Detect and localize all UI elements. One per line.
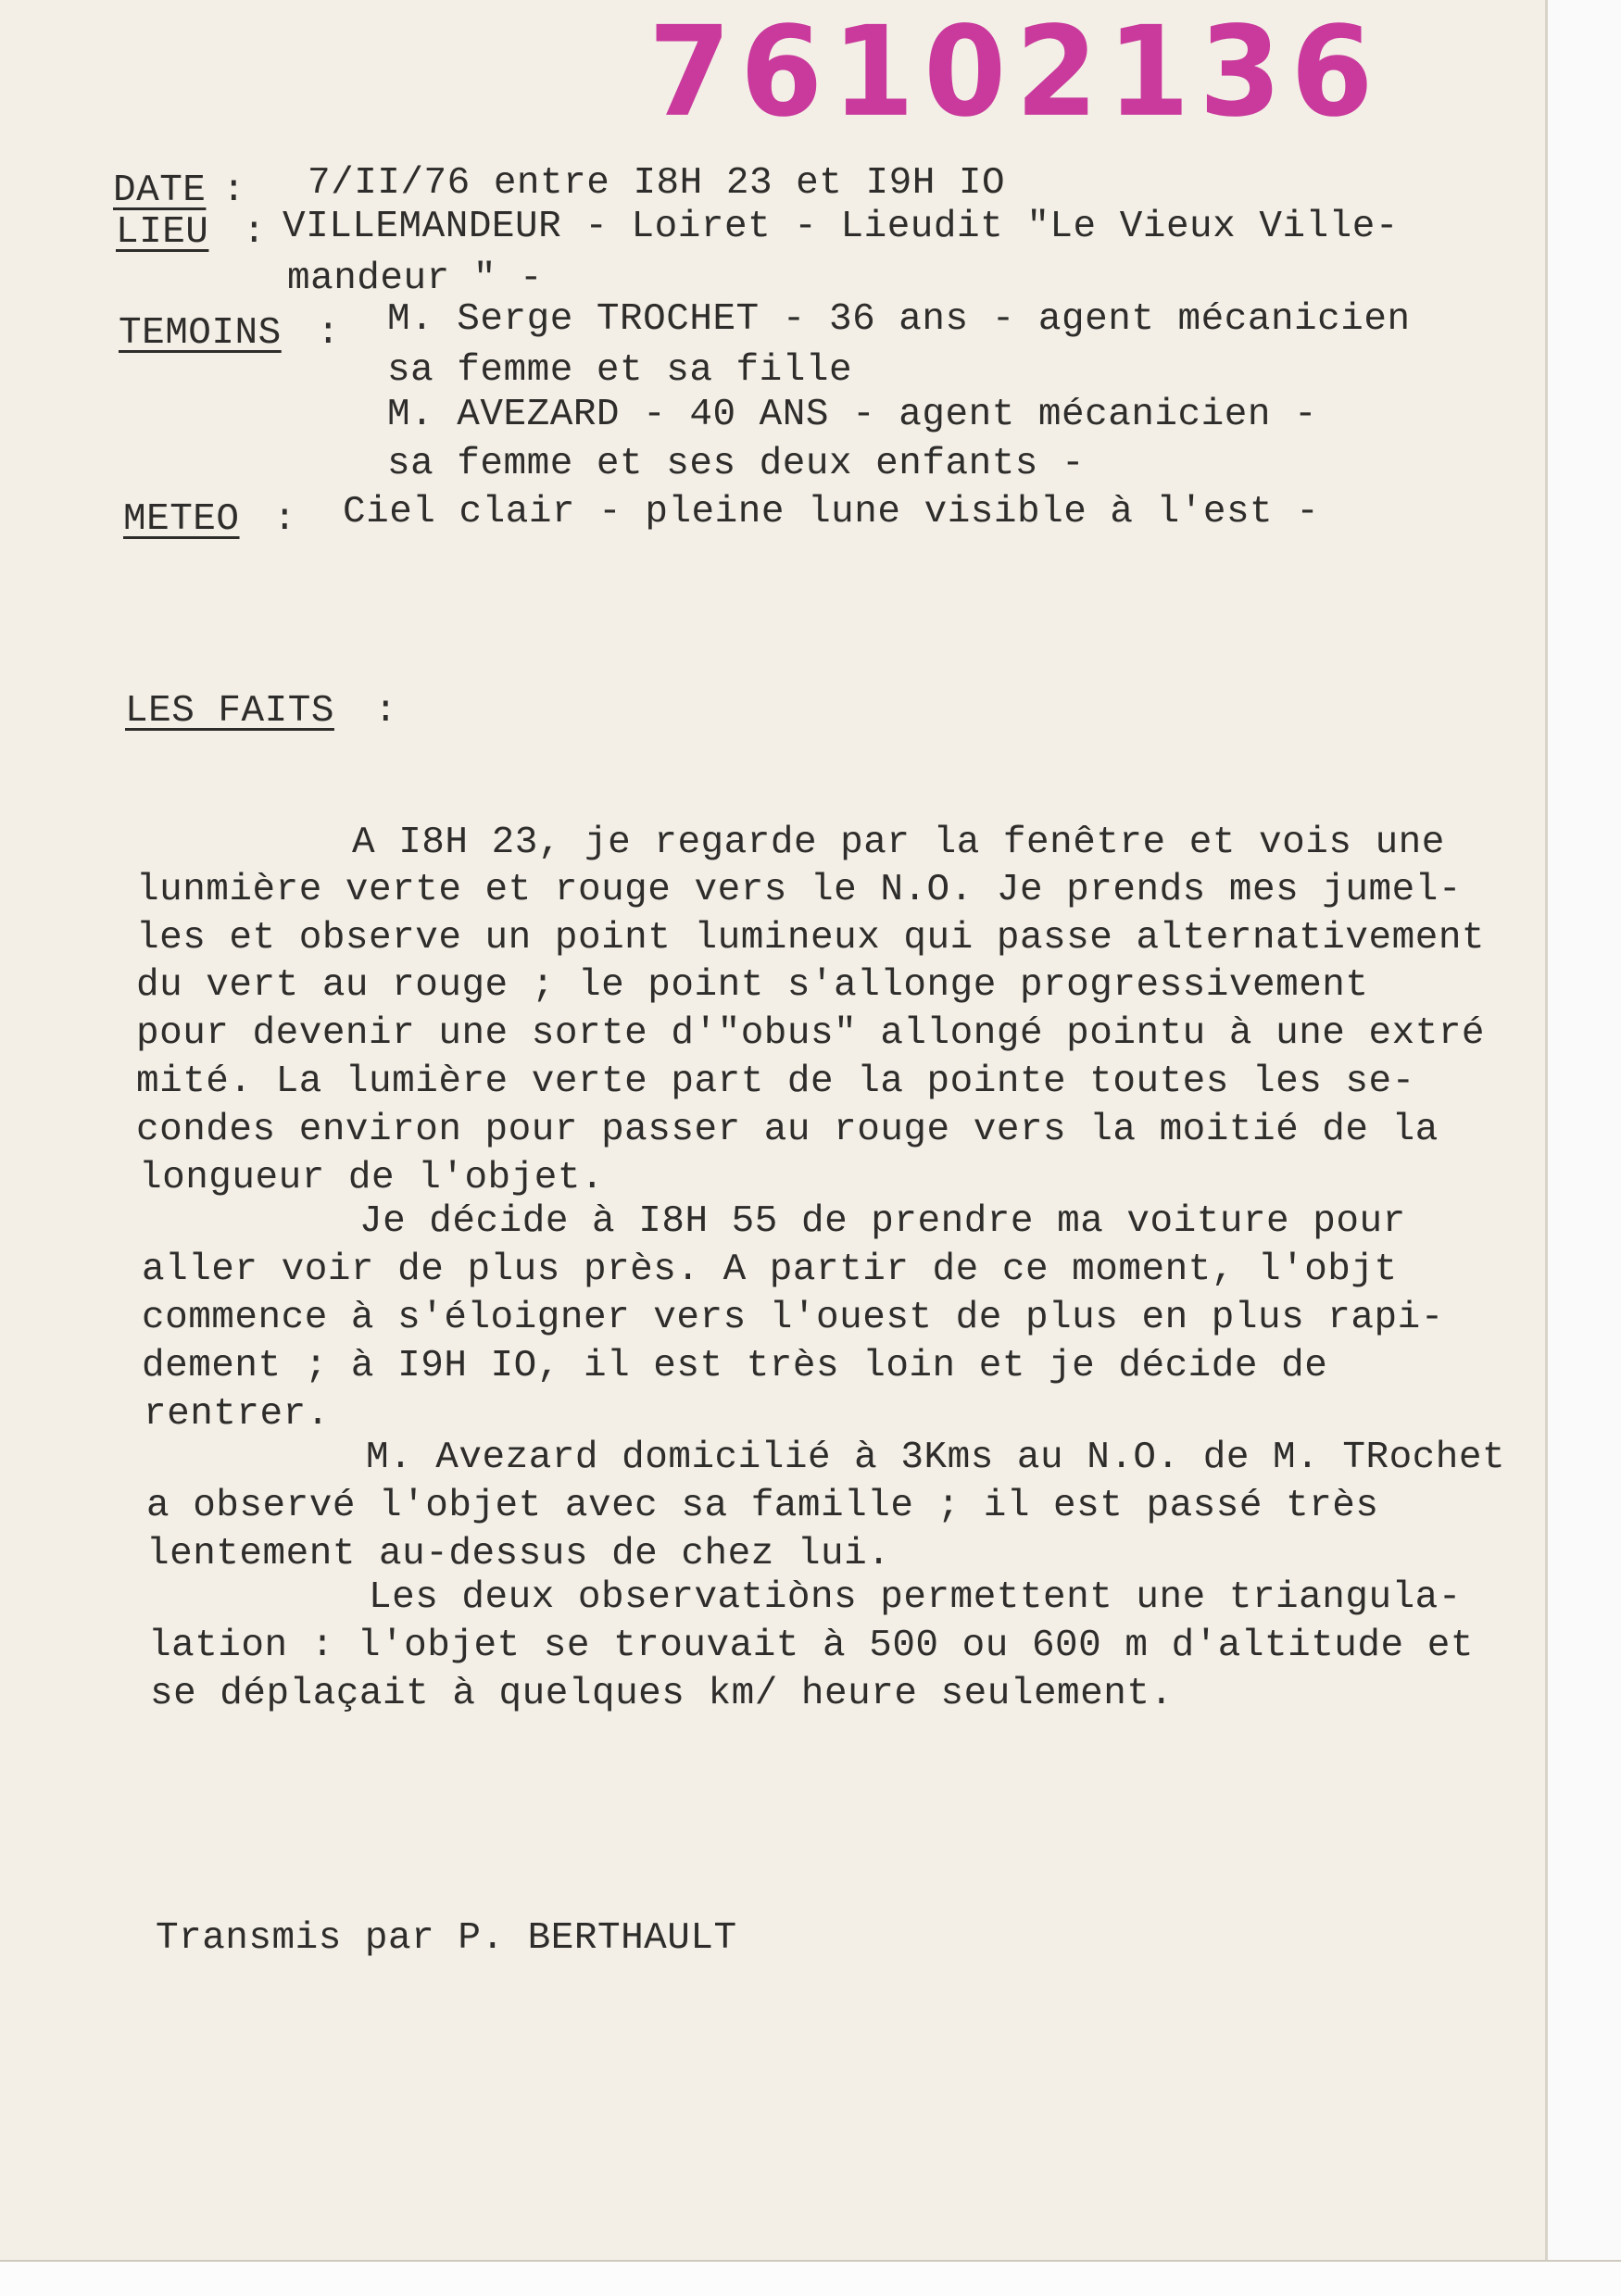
transmitted-by: Transmis par P. BERTHAULT (156, 1917, 737, 1960)
temoins-line: M. AVEZARD - 40 ANS - agent mécanicien - (387, 394, 1318, 436)
body-line: dement ; à I9H IO, il est très loin et je décide de (142, 1345, 1328, 1387)
body-line: lentement au-dessus de chez lui. (146, 1533, 891, 1575)
meteo-label: METEO (123, 498, 240, 541)
body-line: du vert au rouge ; le point s'allonge progressivement (136, 964, 1369, 1007)
body-line: condes environ pour passer au rouge vers la moitié de la (136, 1109, 1439, 1151)
date-value: 7/II/76 entre I8H 23 et I9H IO (308, 162, 1006, 205)
body-line: lunmière verte et rouge vers le N.O. Je prends mes jumel- (136, 869, 1462, 911)
faits-label: LES FAITS (125, 690, 334, 733)
body-line: rentrer. (144, 1393, 330, 1436)
scan-bottom-edge (0, 2260, 1621, 2296)
body-line: Les deux observatiòns permettent une triangula- (369, 1576, 1462, 1619)
meteo-value: Ciel clair - pleine lune visible à l'est - (343, 491, 1320, 533)
lieu-value-line-1: VILLEMANDEUR - Loiret - Lieudit "Le Vieux Ville- (283, 206, 1399, 248)
body-line: A I8H 23, je regarde par la fenêtre et vois une (352, 822, 1445, 864)
body-line: longueur de l'objet. (139, 1157, 605, 1199)
temoins-line: sa femme et sa fille (387, 349, 853, 392)
temoins-line: sa femme et ses deux enfants - (387, 443, 1086, 485)
faits-colon: : (374, 690, 398, 733)
temoins-label: TEMOINS (119, 312, 282, 355)
meteo-colon: : (273, 498, 297, 541)
lieu-colon: : (243, 211, 267, 254)
date-label: DATE (113, 169, 207, 212)
temoins-line: M. Serge TROCHET - 36 ans - agent mécanicien (387, 298, 1411, 341)
scan-margin (1548, 0, 1621, 2296)
lieu-label: LIEU (116, 211, 209, 254)
body-line: M. Avezard domicilié à 3Kms au N.O. de M. TRochet (366, 1437, 1506, 1479)
date-colon: : (222, 169, 246, 212)
body-line: lation : l'objet se trouvait à 500 ou 600 m d'altitude et (148, 1625, 1474, 1667)
body-line: commence à s'éloigner vers l'ouest de plus en plus rapi- (142, 1297, 1444, 1339)
body-line: pour devenir une sorte d'"obus" allongé pointu à une extré (136, 1012, 1486, 1055)
reference-number-stamp: 76102136 (648, 0, 1383, 145)
temoins-colon: : (317, 312, 341, 355)
body-line: mité. La lumière verte part de la pointe toutes les se- (136, 1060, 1415, 1103)
lieu-value-line-2: mandeur " - (287, 257, 544, 300)
body-line: se déplaçait à quelques km/ heure seulement. (150, 1673, 1174, 1715)
body-line: a observé l'objet avec sa famille ; il est passé très (146, 1485, 1379, 1527)
body-line: les et observe un point lumineux qui passe alternativement (136, 917, 1486, 960)
body-line: aller voir de plus près. A partir de ce moment, l'objt (142, 1248, 1398, 1291)
body-line: Je décide à I8H 55 de prendre ma voiture pour (359, 1200, 1406, 1243)
